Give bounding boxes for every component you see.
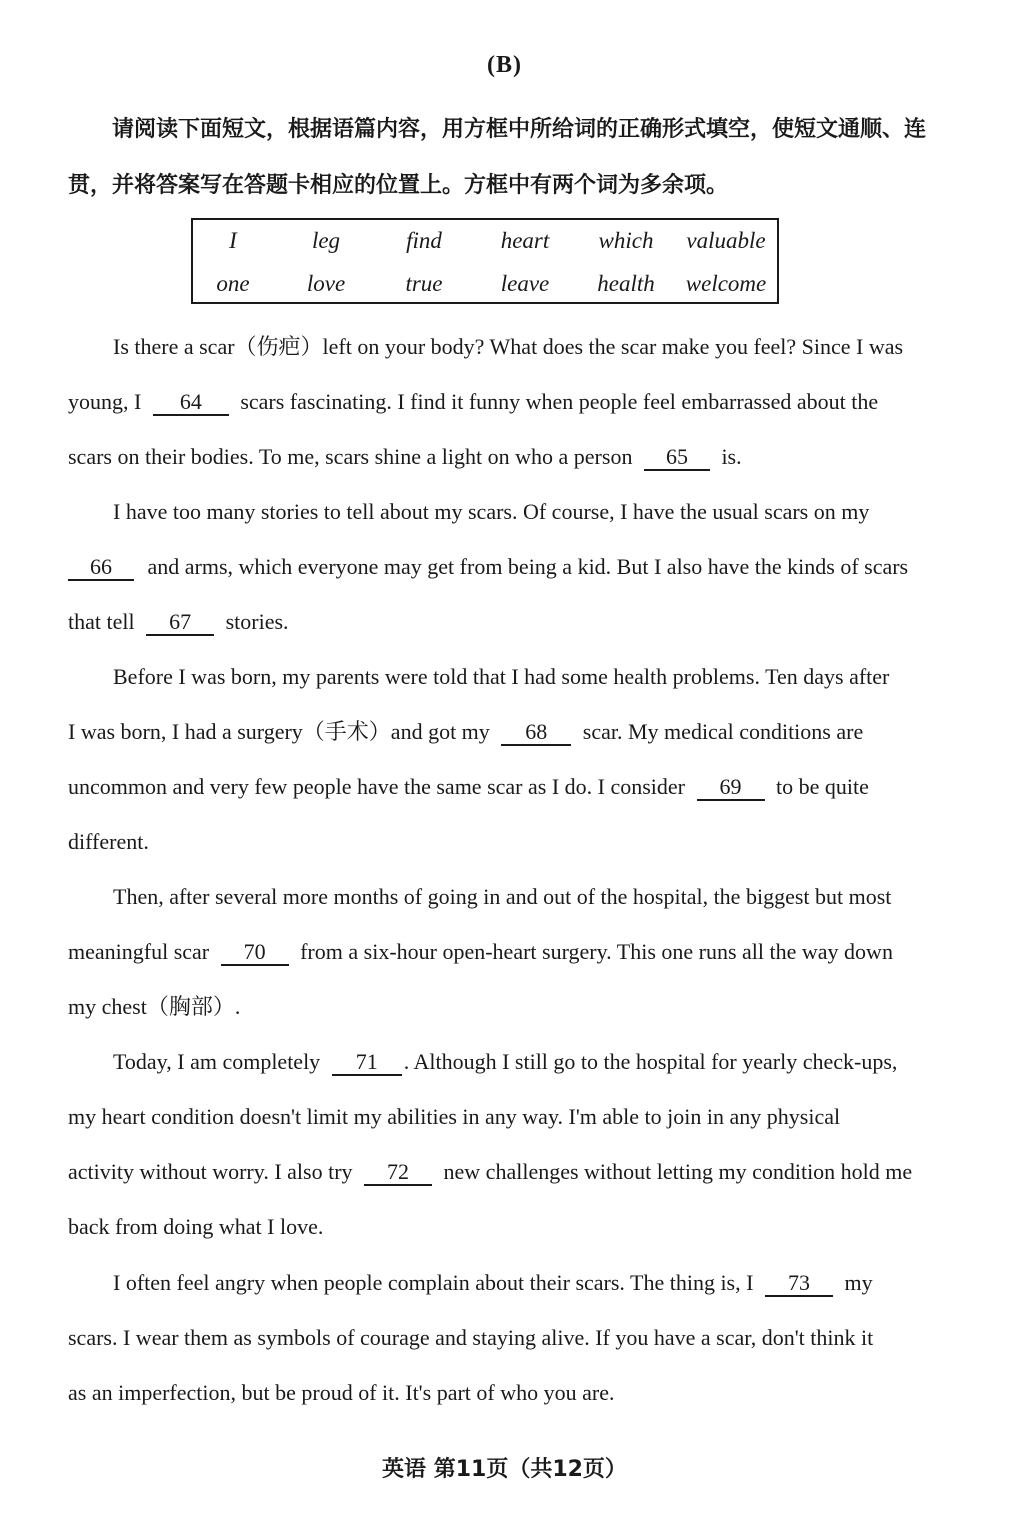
passage-line: activity without worry. I also try 72 new challenges without letting my condition hold me: [68, 1159, 913, 1184]
instructions-line-2: 贯，并将答案写在答题卡相应的位置上。方框中有两个词为多余项。: [68, 173, 729, 198]
answer-blank-65[interactable]: 65: [644, 445, 710, 471]
passage-line: Is there a scar（伤疤）left on your body? What does the scar make you feel? Since I was: [113, 334, 904, 359]
word-option: welcome: [685, 271, 767, 296]
word-option: leg: [311, 228, 341, 253]
passage-line: uncommon and very few people have the same scar as I do. I consider 69 to be quite: [68, 774, 869, 799]
answer-blank-67[interactable]: 67: [146, 610, 214, 636]
word-box-row-1: [193, 228, 777, 258]
word-option: one: [216, 271, 250, 296]
passage-line: 66 and arms, which everyone may get from being a kid. But I also have the kinds of scars: [68, 552, 948, 582]
passage-line: back from doing what I love.: [68, 1214, 324, 1239]
word-option: love: [306, 271, 346, 296]
passage-line: Before I was born, my parents were told that I had some health problems. Ten days after: [113, 664, 890, 689]
passage-line: as an imperfection, but be proud of it. It's part of who you are.: [68, 1380, 615, 1405]
passage-line: my heart condition doesn't limit my abilities in any way. I'm able to join in any physical: [68, 1104, 841, 1129]
passage-line: scars. I wear them as symbols of courage and staying alive. If you have a scar, don't think it: [68, 1325, 874, 1350]
passage-line: young, I 64 scars fascinating. I find it funny when people feel embarrassed about the: [68, 389, 879, 414]
instructions-line-1: 请阅读下面短文，根据语篇内容，用方框中所给词的正确形式填空，使短文通顺、连: [112, 117, 927, 142]
word-option: I: [229, 228, 237, 253]
word-option: which: [598, 228, 654, 253]
answer-blank-66[interactable]: 66: [68, 555, 134, 581]
passage-line: meaningful scar 70 from a six-hour open-heart surgery. This one runs all the way down: [68, 939, 893, 964]
word-option: valuable: [686, 228, 766, 253]
word-box-row-2: [193, 271, 777, 301]
passage-line: scars on their bodies. To me, scars shine a light on who a person 65 is.: [68, 444, 742, 469]
section-label: (B): [487, 52, 522, 78]
passage-line: I was born, I had a surgery（手术）and got my 68 scar. My medical conditions are: [68, 719, 864, 744]
word-box: [191, 218, 779, 304]
passage-line: Today, I am completely 71 . Although I still go to the hospital for yearly check-ups,: [113, 1049, 898, 1074]
passage-line: that tell 67 stories.: [68, 609, 289, 634]
page-footer: 英语 第11页（共12页）: [382, 1457, 627, 1482]
word-option: health: [597, 271, 655, 296]
word-option: heart: [500, 228, 550, 253]
word-option: leave: [500, 271, 550, 296]
answer-blank-73[interactable]: 73: [765, 1271, 833, 1297]
answer-blank-68[interactable]: 68: [501, 720, 571, 746]
answer-blank-71[interactable]: 71: [332, 1050, 402, 1076]
word-option: find: [406, 228, 442, 253]
passage-line: my chest（胸部）.: [68, 994, 241, 1019]
answer-blank-64[interactable]: 64: [153, 390, 229, 416]
passage-line: different.: [68, 829, 149, 854]
answer-blank-69[interactable]: 69: [697, 775, 765, 801]
passage-line: I often feel angry when people complain about their scars. The thing is, I 73 my: [113, 1270, 873, 1295]
answer-blank-70[interactable]: 70: [221, 940, 289, 966]
passage-line: Then, after several more months of going in and out of the hospital, the biggest but most: [113, 884, 892, 909]
passage-line: I have too many stories to tell about my scars. Of course, I have the usual scars on my: [113, 499, 870, 524]
word-option: true: [405, 271, 443, 296]
answer-blank-72[interactable]: 72: [364, 1160, 432, 1186]
